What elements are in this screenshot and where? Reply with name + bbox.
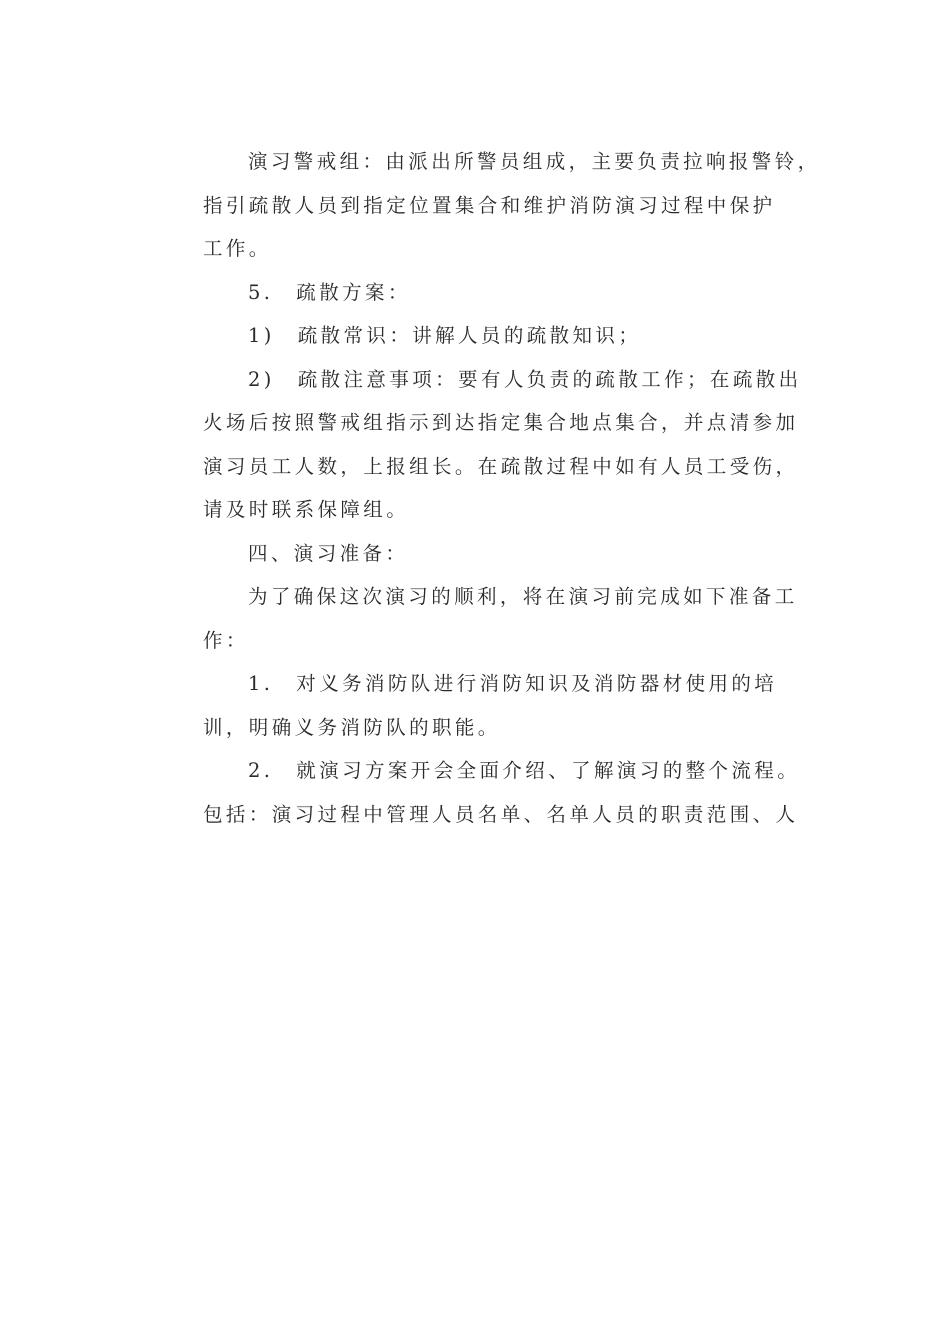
text-line: 包括：演习过程中管理人员名单、名单人员的职责范围、人 [203, 802, 799, 826]
text-line: 演习员工人数，上报组长。在疏散过程中如有人员工受伤， [203, 454, 799, 478]
text-line: 指引疏散人员到指定位置集合和维护消防演习过程中保护 [203, 193, 776, 217]
section-heading: 四、演习准备： [248, 541, 409, 565]
text-line: 请及时联系保障组。 [203, 498, 410, 521]
text-line: 训，明确义务消防队的职能。 [203, 715, 501, 739]
text-line: 作： [203, 628, 249, 652]
list-item: 1. 对义务消防队进行消防知识及消防器材使用的培 [248, 672, 778, 695]
text-line: 火场后按照警戒组指示到达指定集合地点集合，并点清参加 [203, 411, 799, 434]
list-item: 1) 疏散常识：讲解人员的疏散知识； [248, 324, 642, 347]
text-line: 为了确保这次演习的顺利，将在演习前完成如下准备工 [248, 585, 798, 608]
text-line: 演习警戒组：由派出所警员组成，主要负责拉响报警铃， [248, 150, 821, 173]
text-line: 工作。 [203, 237, 272, 260]
list-item: 2) 疏散注意事项：要有人负责的疏散工作；在疏散出 [248, 367, 802, 391]
section-heading: 5. 疏散方案： [248, 280, 411, 304]
document-body [203, 140, 821, 836]
list-item: 2. 就演习方案开会全面介绍、了解演习的整个流程。 [248, 759, 801, 782]
